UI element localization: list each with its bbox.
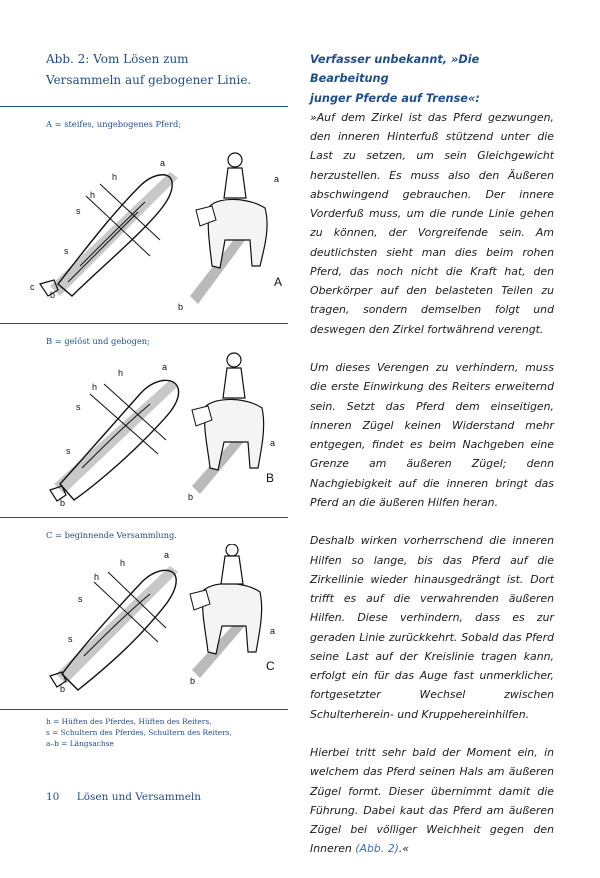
- divider-a: [0, 323, 288, 324]
- label-h2: h: [90, 190, 96, 200]
- paragraph-3: Deshalb wirken vorherrschend die inneren Hilfen so lange, bis das Pferd auf die Zirkellinie wieder hinausgedrängt ist. Dort trifft es auf die verwahrenden äußeren Hilfen. Diese verhindern, dass es zur geraden Linie zurückkehrt. Sobald das Pferd seine Last auf der Kreislinie tragen kann, erfolgt ein für das Auge fast unmerklicher, fortgesetzter Wechsel zwischen Schulterherein- und Kruppehereinhilfen.: [310, 534, 554, 721]
- legend-line: h = Hüften des Pferdes, Hüften des Reiters,: [46, 717, 212, 726]
- divider-b: [0, 517, 288, 518]
- label-s-c: s: [78, 594, 83, 604]
- divider-c: [0, 709, 288, 710]
- paragraph-4: [310, 743, 554, 859]
- label-b-rider: b: [178, 302, 184, 312]
- label-s2: s: [64, 246, 69, 256]
- label-s: s: [76, 206, 81, 216]
- paragraph-1: »Auf dem Zirkel ist das Pferd gezwungen, den inneren Hinterfuß stützend unter die Last zu setzen, um sein Gleichgewicht herzustellen. Es muss also den Äußeren abschwingend gebrauchen. Der innere Vorderfuß muss, um die runde Linie gehen zu können, der Vorgreifende sein. Am deutlichsten sieht man dies beim rohen Pferd, das noch nicht die Kraft hat, den Oberkörper auf den belasteten Teilen zu tragen, sondern demselben folgt und deswegen den Zirkel fortwährend verengt.: [310, 110, 554, 336]
- label-s2-b: s: [66, 446, 71, 456]
- label-a-rider-c: a: [270, 626, 276, 636]
- page-footer: [46, 791, 201, 803]
- panel-letter-c: C: [266, 659, 275, 673]
- panel-a-figure: [20, 136, 288, 316]
- panel-b-label: B = gelöst und gebogen;: [46, 336, 150, 346]
- label-b-rider-c: b: [190, 676, 196, 686]
- paragraph-4-text: Hierbei tritt sehr bald der Moment ein, in welchem das Pferd seinen Hals am äußeren Zügel formt. Dieser übernimmt damit die Führung. Dabei kaut das Pferd am äußeren Zügel bei völliger Weichheit gegen den Inneren: [310, 746, 554, 856]
- legend-line: a–b = Längsachse: [46, 739, 114, 749]
- panel-c-figure: [20, 544, 288, 694]
- label-s-b: s: [76, 402, 81, 412]
- panel-a-illustration: [20, 136, 288, 316]
- label-a-rider-b: a: [270, 438, 276, 448]
- label-h: h: [112, 172, 118, 182]
- paragraph-4-end: .«: [398, 842, 410, 856]
- body-text: [310, 50, 554, 878]
- quote-heading-line1: Verfasser unbekannt, »Die Bearbeitung: [310, 53, 480, 86]
- footer-section: Lösen und Versammeln: [76, 791, 202, 803]
- panel-letter-b: B: [266, 471, 275, 485]
- label-h2-c: h: [94, 572, 100, 582]
- label-b-b: b: [60, 498, 66, 508]
- panel-c-label: C = beginnende Versammlung.: [46, 530, 177, 540]
- label-b-rider-b: b: [188, 492, 194, 502]
- label-a-rider: a: [274, 174, 280, 184]
- label-c: c: [30, 282, 35, 292]
- legend-line: s = Schultern des Pferdes, Schultern des Reiters,: [46, 728, 232, 738]
- figure-reference-link[interactable]: (Abb. 2): [355, 842, 399, 856]
- figure-caption: Abb. 2: Vom Lösen zum Versammeln auf gebogener Linie.: [46, 52, 252, 87]
- label-h-b: h: [118, 368, 124, 378]
- panel-b-figure: [20, 350, 288, 510]
- label-h2-b: h: [92, 382, 98, 392]
- figure-legend: [46, 716, 276, 750]
- quote-heading: [310, 50, 554, 108]
- label-b-c: b: [60, 684, 66, 694]
- panel-b-illustration: [20, 350, 288, 510]
- panel-letter-a: A: [274, 275, 283, 289]
- page-number: 10: [46, 791, 60, 803]
- label-a-c: a: [164, 550, 170, 560]
- quote-heading-line2: junger Pferde auf Trense«:: [310, 91, 480, 105]
- label-a-b: a: [162, 362, 168, 372]
- panel-a-label: A = steifes, ungebogenes Pferd;: [46, 119, 182, 129]
- divider-top: [0, 106, 288, 107]
- label-h-c: h: [120, 558, 126, 568]
- label-a: a: [160, 158, 166, 168]
- panel-c-illustration: [20, 544, 288, 694]
- paragraph-2: Um dieses Verengen zu verhindern, muss die erste Einwirkung des Reiters erweiternd sein. Setzt das Pferd dem einseitigen, inneren Zügel keinen Widerstand mehr entgegen, findet es beim Nachgeben eine Grenze am äußeren Zügel; denn Nachgiebigkeit auf die inneren bringt das Pferd an die äußeren Hilfen heran.: [310, 361, 554, 509]
- label-s2-c: s: [68, 634, 73, 644]
- label-b: b: [50, 290, 56, 300]
